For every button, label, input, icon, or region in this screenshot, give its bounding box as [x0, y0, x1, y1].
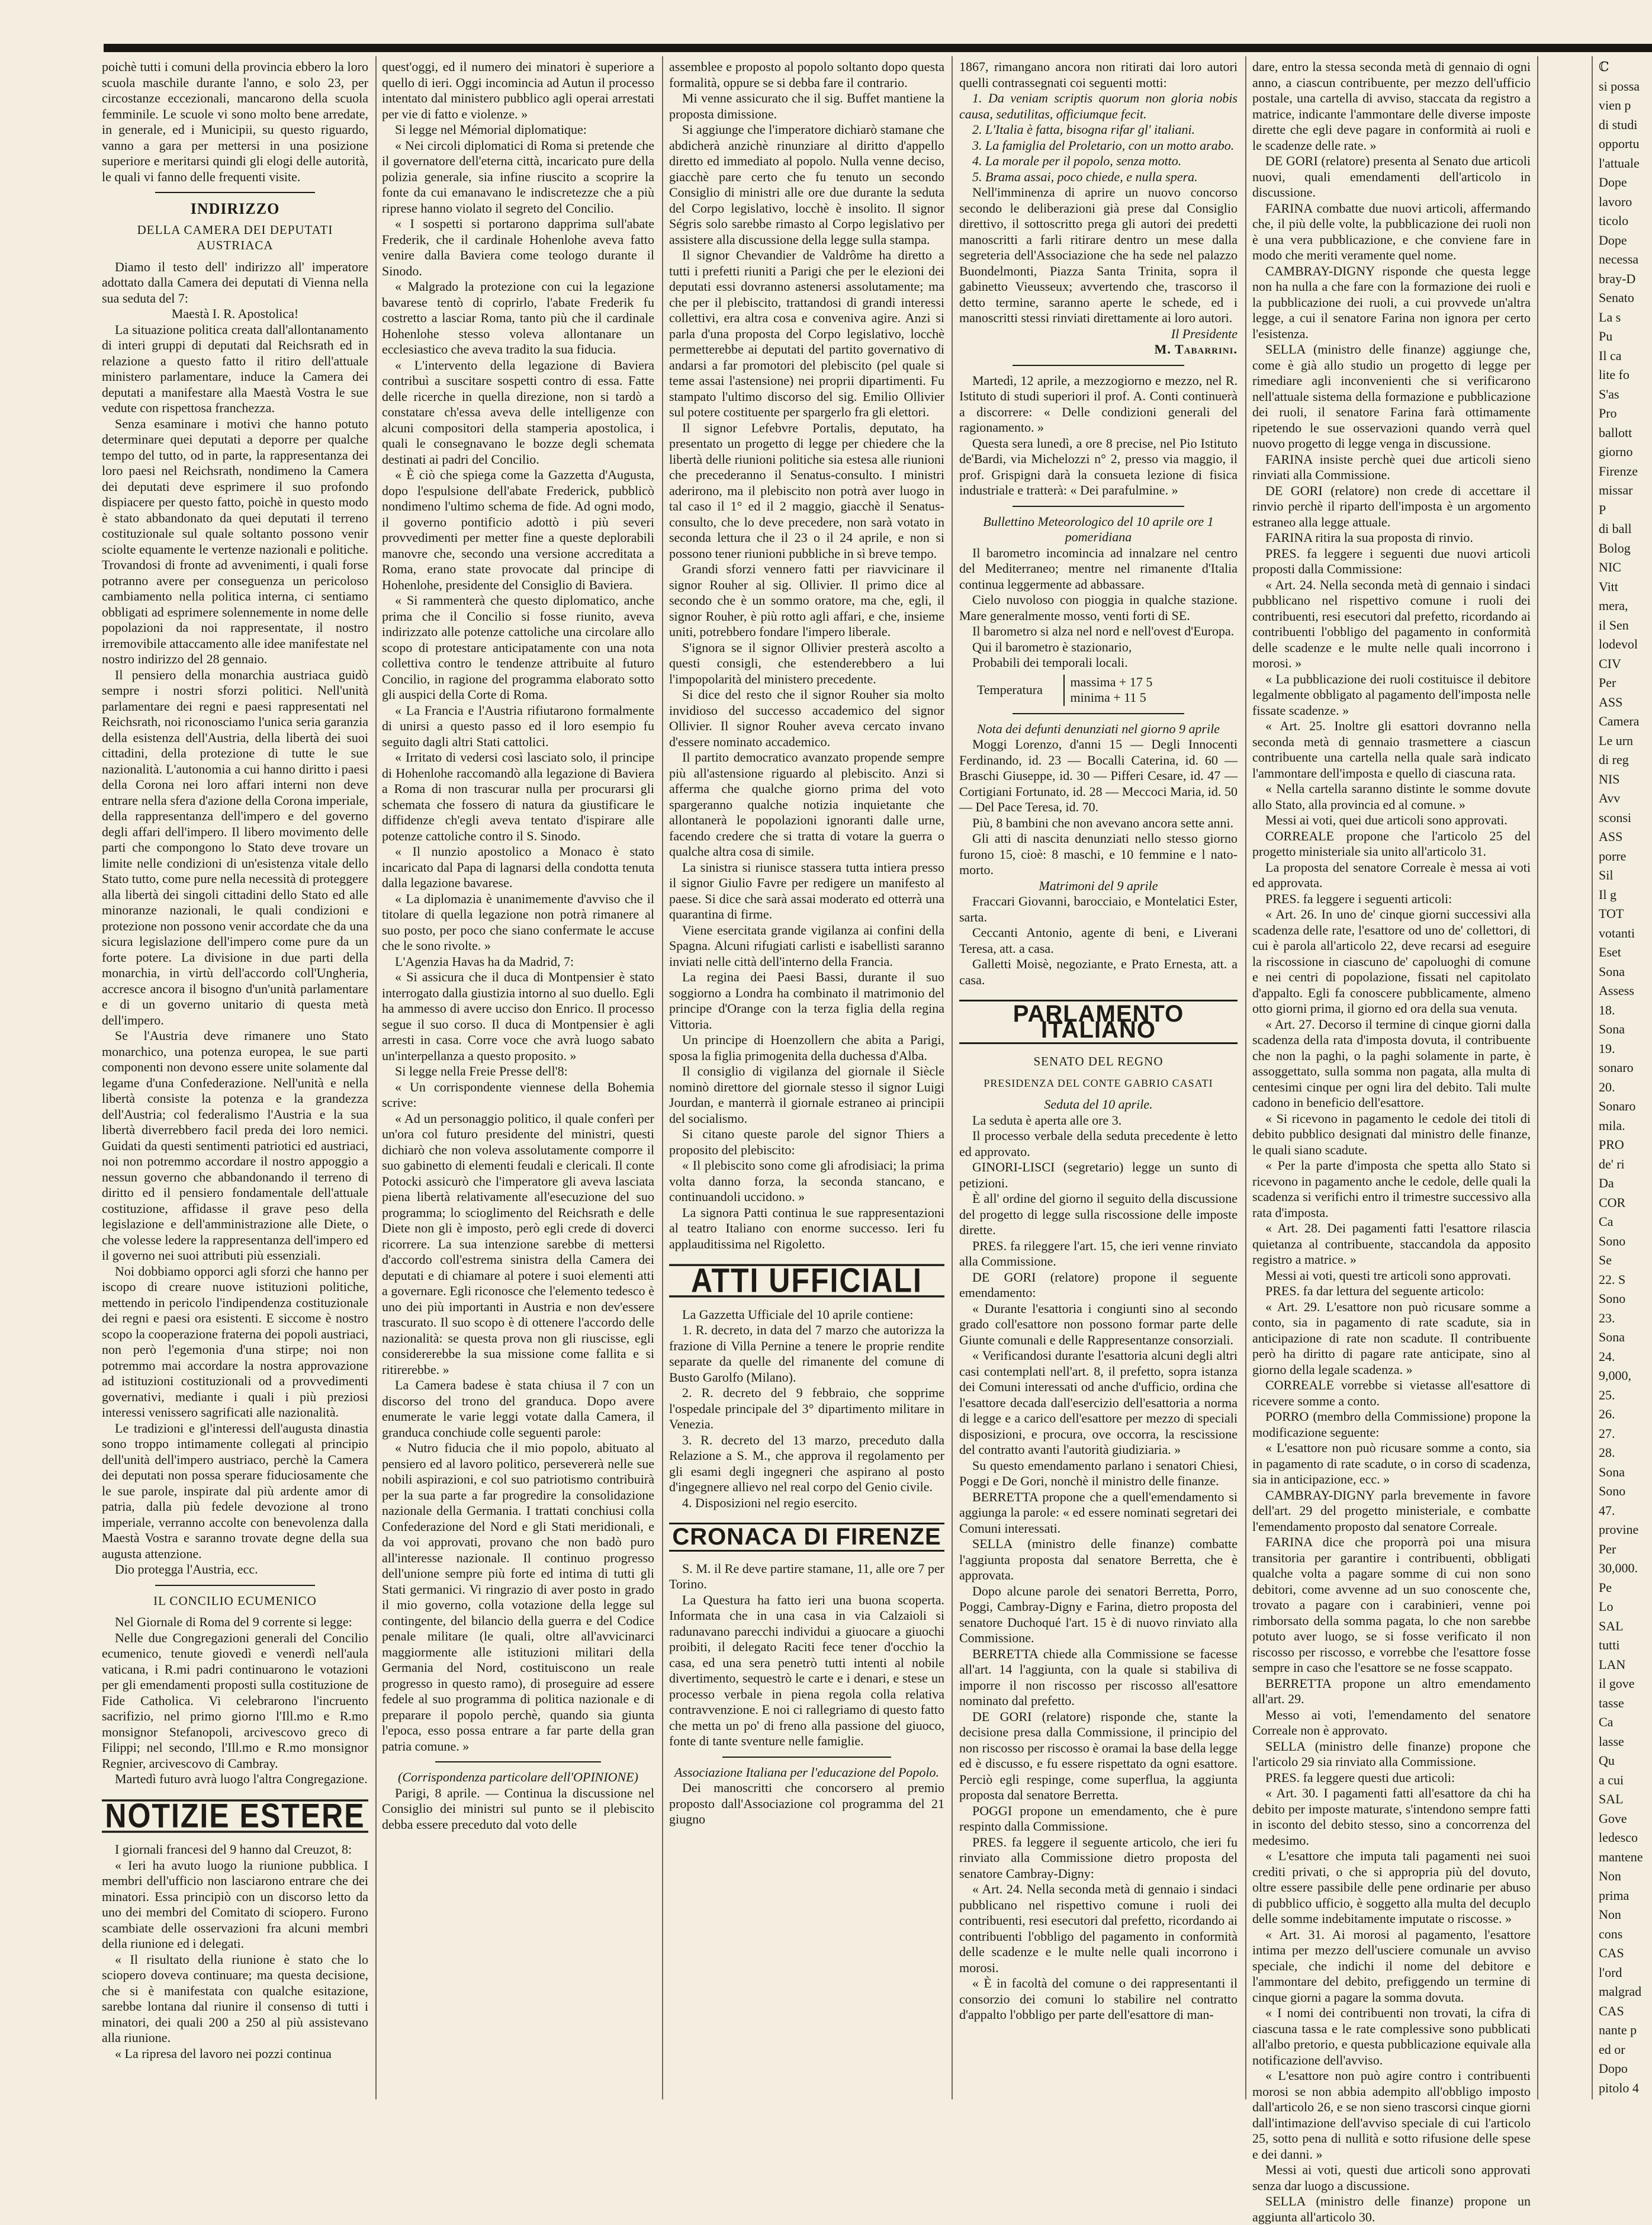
paragraph: FARINA dice che proporrà poi una misura transitoria per garantire i contribuenti, obbligati qualche volta a pagare somme di cui non sono debitori, come avvenne ad un suo conoscente che, trovato a pagare con i carabinieri, venne poi rimborsato della somma pagata, lo che non sarebbe potuto aver luogo, se si fosse verificato il non riscosso per riscosso, e vorrebbe che l'esattore fosse sempre in caso che l'esattore se ne fosse scappato.: [1252, 1534, 1531, 1675]
text-fragment: bray-D: [1599, 271, 1636, 286]
text-fragment: Sona: [1599, 964, 1625, 979]
section-heading: PARLAMENTO ITALIANO: [959, 1000, 1238, 1044]
text-fragment: Gove: [1599, 1810, 1627, 1826]
paragraph: Senza esaminare i motivi che hanno potuto determinare quei deputati a deporre per qualche tempo del tutto, od in parte, la rappresentanza dei loro paesi nel Reichsrath, nondimeno la Camera dei deputati deve esprimere il suo profondo dispiacere per questo fatto, poichè in questo modo è stato abbandonato da quei deputati il terreno costituzionale sul quale soltanto possono venir sciolte equamente le vertenze nazionali e politiche. Trovandosi di fronte ad avvenimenti, i quali forse potranno avere per conseguenza un pericoloso cambiamento nella politica interna, ci sentiamo obbligati ad esprimere solennemente in nome delle popolazioni da noi rappresentate, il nostro irremovibile attaccamento alle idee manifestate nel nostro indirizzo del 28 gennaio.: [102, 416, 368, 666]
paragraph: Ceccanti Antonio, agente di beni, e Liverani Teresa, att. a casa.: [959, 925, 1238, 956]
paragraph: « Durante l'esattoria i congiunti sino al secondo grado coll'esattore non possono formar parte delle Giunte comunali e delle Rappresentanze consorziali.: [959, 1301, 1238, 1347]
paragraph: « Art. 24. Nella seconda metà di gennaio i sindaci pubblicano nel rispettivo comune i ruoli dei contribuenti, resi esecutori dal prefetto, ricordando ai contribuenti l'obbligo del pagamento in conformità delle scadenze e le multe nelle quali incorrono i morosi. »: [1252, 577, 1531, 670]
paragraph: PRES. fa leggere i seguenti due nuovi articoli proposti dalla Commissione:: [1252, 545, 1531, 576]
text-fragment: NIC: [1599, 560, 1621, 574]
paragraph: Diamo il testo dell' indirizzo all' imperatore adottato dalla Camera dei deputati di Vienna nella sua seduta del 7:: [102, 259, 368, 306]
paragraph: La regina dei Paesi Bassi, durante il suo soggiorno a Londra ha combinato il matrimonio del principe d'Orange con la terza figlia della regina Vittoria.: [669, 969, 944, 1032]
paragraph: 1. R. decreto, in data del 7 marzo che autorizza la frazione di Villa Pernine a tenere le proprie rendite separate da quelle del rimanente del comune di Busto Garolfo (Milano).: [669, 1322, 944, 1385]
text-fragment: Non: [1599, 1868, 1621, 1883]
text-fragment: mila.: [1599, 1118, 1625, 1133]
text-fragment: l'attuale: [1599, 155, 1640, 171]
paragraph: Grandi sforzi vennero fatti per riavvicinare il signor Rouher al sig. Ollivier. Il primo dice al secondo che è un sommo oratore, ma che, egli, il signor Rouher, è più rotto agli affari, e che, insieme uniti, potrebbero fondare l'impero liberale.: [669, 561, 944, 639]
paragraph: Il processo verbale della seduta precedente è letto ed approvato.: [959, 1128, 1238, 1159]
paragraph: La seduta è aperta alle ore 3.: [972, 1112, 1122, 1128]
text-fragment: 28.: [1599, 1445, 1615, 1460]
motto-item: 4. La morale per il popolo, senza motto.: [972, 153, 1182, 168]
paragraph: « L'esattore non può ricusare somme a conto, sia in pagamento di rate scadute, o in corso di scadenza, sia in anticipazione, ecc. »: [1252, 1440, 1531, 1486]
divider: [155, 192, 315, 193]
section-heading: CRONACA DI FIRENZE: [669, 1523, 944, 1552]
text-fragment: SAL: [1599, 1618, 1624, 1633]
paragraph: Messi ai voti, quei due articoli sono approvati.: [1265, 813, 1508, 827]
text-fragment: Per: [1599, 675, 1616, 690]
paragraph: Il partito democratico avanzato propende sempre più all'astensione riguardo al plebiscito. Anzi si afferma che qualche giorno prima del voto spargeranno qualche notizia inquietante che allontanerà le popolazioni ignoranti dalle urne, facendo credere che si tratta di votare la guerra o qualche altra cosa di simile.: [669, 750, 944, 859]
paragraph: BERRETTA propone che a quell'emendamento si aggiunga la parole: « ed essere nominati segretari dei Comuni interessati.: [959, 1489, 1238, 1536]
text-fragment: Il g: [1599, 887, 1616, 902]
salutation: Maestà I. R. Apostolica!: [171, 306, 299, 321]
text-fragment: Eset: [1599, 945, 1621, 959]
text-fragment: sonaro: [1599, 1060, 1634, 1075]
paragraph: Dei manoscritti che concorsero al premio proposto dall'Associazione col programma del 21 giugno: [669, 1780, 944, 1826]
text-fragment: LAN: [1599, 1656, 1626, 1672]
paragraph: « Art. 24. Nella seconda metà di gennaio i sindaci pubblicano nel rispettivo comune i ruoli dei contribuenti, resi esecutori dal prefetto, ricordando ai contribuenti l'obbligo del pagamento in conformità delle scadenze e le multe nelle quali incorrono i morosi.: [959, 1882, 1238, 1975]
paragraph: « Si rammenterà che questo diplomatico, anche prima che il Concilio si fosse riunito, aveva indirizzato alle potenze cattoliche una circolare allo scopo di protestare anticipatamente con una nota collettiva contro le tendenze attribuite al futuro Concilio, in ragione del programma elaborato sotto gli auspici della Corte di Roma.: [382, 593, 654, 702]
text-fragment: pitolo 4: [1599, 2080, 1639, 2095]
paragraph: « Irritato di vedersi così lasciato solo, il principe di Hohenlohe raccomandò alla legazione di Baviera a Roma di non trascurar nulla per procurarsi gli schemata che fossero di natura da giustificare le diffidenze ch'egli aveva tentato d'ispirare alle potenze cattoliche contro il S. Sinodo.: [382, 750, 654, 843]
paragraph: DE GORI (relatore) propone il seguente emendamento:: [959, 1269, 1238, 1300]
paragraph: quest'oggi, ed il numero dei minatori è superiore a quello di ieri. Oggi incomincia ad Autun il processo intentato dal ministero pubblico agli operai arrestati per vie di fatto e violenze. »: [382, 59, 654, 121]
paragraph: BERRETTA chiede alla Commissione se facesse all'art. 14 l'aggiunta, con la quale si stabiliva di imporre il non riscosso per riscosso all'esattore nominato dal prefetto.: [959, 1646, 1238, 1708]
column-divider: [952, 56, 953, 2099]
text-fragment: Pu: [1599, 329, 1613, 343]
paragraph: « Per la parte d'imposta che spetta allo Stato si ricevono in pagamento anche le cedole, delle quali la scadenza si verifichi entro il trimestre successivo alla rata d'imposta.: [1252, 1158, 1531, 1220]
text-fragment: ticolo: [1599, 213, 1629, 228]
session-date: Seduta del 10 aprile.: [1044, 1097, 1153, 1112]
paragraph: PRES. fa leggere il seguente articolo, che ieri fu rinviato alla Commissione dietro proposta del senatore Cambray-Digny:: [959, 1834, 1238, 1881]
paragraph: « Un corrispondente viennese della Bohemia scrive:: [382, 1079, 654, 1110]
text-fragment: ledesco: [1599, 1830, 1638, 1845]
text-fragment: mantene: [1599, 1849, 1643, 1864]
text-fragment: opportu: [1599, 136, 1640, 151]
text-fragment: Ca: [1599, 1214, 1614, 1229]
text-fragment: vien p: [1599, 98, 1631, 113]
paragraph: « Art. 27. Decorso il termine di cinque giorni dalla scadenza della rata d'imposta dovuta, il contribuente che non la paghi, o la paghi solamente in parte, è assoggettato, sulla somma non pagata, alla multa di centesimi cinque per ogni lira del debito. Tali multe cadono in beneficio dell'esattore.: [1252, 1016, 1531, 1110]
section-title: INDIRIZZO: [190, 200, 280, 217]
subsection-heading: Nota dei defunti denunziati nel giorno 9 aprile: [976, 721, 1220, 736]
column-1: [102, 59, 368, 2096]
paragraph: BERRETTA propone un altro emendamento all'art. 29.: [1252, 1675, 1531, 1706]
column-divider: [1537, 56, 1538, 2099]
paragraph: S'ignora se il signor Ollivier presterà ascolto a questi consigli, che estenderebbero a lui l'impopolarità del ministero precedente.: [669, 640, 944, 686]
paragraph: POGGI propone un emendamento, che è pure respinto dalla Commissione.: [959, 1803, 1238, 1834]
text-fragment: Sono: [1599, 1291, 1626, 1306]
paragraph: Si legge nel Mémorial diplomatique:: [395, 122, 587, 137]
text-fragment: provine: [1599, 1522, 1639, 1537]
text-fragment: il Sen: [1599, 617, 1629, 632]
paragraph: PRES. fa leggere questi due articoli:: [1265, 1770, 1455, 1785]
paragraph: Gli atti di nascita denunziati nello stesso giorno furono 15, cioè: 8 maschi, e 10 femmine e l nato-morto.: [959, 831, 1238, 877]
paragraph: « I nomi dei contribuenti non trovati, la cifra di ciascuna tassa e le rate complessive sono pubblicati all'albo pretorio, e questa pubblicazione equivale alla notificazione dell'avviso.: [1252, 2005, 1531, 2067]
paragraph: « Si assicura che il duca di Montpensier è stato interrogato dalla giustizia intorno al suo duello. Egli ha ammesso di avere ucciso don Enrico. Il processo segue il suo corso. Il duca di Montpensier è agli arresti in casa. Corre voce che avrà luogo sabato un'interpellanza a questo proposito. »: [382, 969, 654, 1063]
text-fragment: ASS: [1599, 694, 1623, 709]
subsection-heading: Bullettino Meteorologico del 10 aprile ore 1 pomeridiana: [983, 513, 1214, 544]
paragraph: « Nella cartella saranno distinte le somme dovute allo Stato, alla provincia ed al comune. »: [1252, 781, 1531, 812]
text-fragment: cons: [1599, 1926, 1623, 1941]
temperature-label: Temperatura: [977, 682, 1043, 697]
paragraph: 1867, rimangano ancora non ritirati dai loro autori quelli contrassegnati coi seguenti motti:: [959, 59, 1238, 90]
text-fragment: ballott: [1599, 425, 1632, 440]
text-fragment: ASS: [1599, 829, 1623, 844]
text-fragment: Sona: [1599, 1022, 1625, 1036]
text-fragment: mera,: [1599, 598, 1628, 613]
paragraph: PRES. fa leggere i seguenti articoli:: [1265, 891, 1452, 906]
text-fragment: a cui: [1599, 1772, 1624, 1787]
text-fragment: tutti: [1599, 1638, 1620, 1652]
text-fragment: Sono: [1599, 1484, 1626, 1498]
signature-title: Il Presidente: [1171, 326, 1238, 341]
paragraph: Le tradizioni e gl'interessi dell'augusta dinastia sono troppo intimamente collegati al principio dell'unità dell'impero austriaco, perchè la Camera dei deputati non possa sperare fiduciosamente che le sue parole, inspirate dal più ardente amor di patria, dalla più fedele devozione al trono imperiale, verranno accolte con benevolenza dalla Maestà Vostra e saranno trovate degne della sua augusta attenzione.: [102, 1420, 368, 1561]
paragraph: I giornali francesi del 9 hanno dal Creuzot, 8:: [115, 1842, 352, 1857]
motto-item: 1. Da veniam scriptis quorum non gloria nobis causa, sedutilitas, officiumque fecit.: [959, 91, 1238, 121]
text-fragment: Pro: [1599, 406, 1617, 420]
section-subtitle: DELLA CAMERA DEI DEPUTATI AUSTRIACA: [137, 222, 333, 252]
divider: [1013, 713, 1184, 714]
text-fragment: 27.: [1599, 1425, 1615, 1441]
text-fragment: di studi: [1599, 117, 1638, 132]
column-divider: [662, 56, 663, 2099]
text-fragment: il gove: [1599, 1676, 1635, 1691]
text-fragment: Per: [1599, 1541, 1616, 1556]
paragraph: « Art. 30. I pagamenti fatti all'esattore da chi ha debito per imposte maturate, s'intendono sempre fatti in isconto del debito stesso, sino a concorrenza del medesimo.: [1252, 1786, 1531, 1848]
text-fragment: Firenze: [1599, 463, 1638, 479]
text-fragment: CIV: [1599, 656, 1621, 671]
text-fragment: 22. S: [1599, 1272, 1626, 1287]
paragraph: La sinistra si riunisce stassera tutta intiera presso il signor Giulio Favre per redigere un manifesto al paese. Si dice che sarà assai moderato ed otterrà una quarantina di firme.: [669, 859, 944, 922]
paragraph: Noi dobbiamo opporci agli sforzi che hanno per iscopo di creare nuove istituzioni politiche, mettendo in pericolo l'indipendenza costituzionale dei regni e paesi ora esistenti. E siccome è nostro scopo la cooperazione fraterna dei popoli austriaci, non però l'egemonia d'una stirpe; noi non potremmo mai accordare la nostra approvazione ad istituzioni costituzionali od a provvedimenti governativi, mediante i quali i più preziosi interessi venissero sagrificati alle nazionalità.: [102, 1263, 368, 1420]
text-fragment: Qu: [1599, 1753, 1615, 1768]
divider: [722, 1757, 891, 1758]
paragraph: Moggi Lorenzo, d'anni 15 — Degli Innocenti Ferdinando, id. 23 — Bocalli Caterina, id. 60 — Braschi Giuseppe, id. 30 — Pifferi Cesare, id. 47 — Cortigiani Fortunato, id. 28 — Meccoci Maria, id. 50 — Del Pace Teresa, id. 70.: [959, 737, 1238, 814]
paragraph: dare, entro la stessa seconda metà di gennaio di ogni anno, a ciascun contribuente, per mezzo dell'ufficio postale, una cartella di avviso, staccata da registro a matrice, indicante l'ammontare delle diverse imposte dirette che egli deve pagare in conformità ai ruoli e le scadenze delle rate. »: [1252, 59, 1531, 153]
paragraph: « Art. 31. Ai morosi al pagamento, l'esattore intima per mezzo dell'usciere comunale un avviso speciale, che indichi il nome del debitore e l'ammontare del debito, prefiggendo un termine di cinque giorni a pagare la somma dovuta.: [1252, 1927, 1531, 2005]
signature-name: M. Tabarrini.: [1154, 342, 1238, 357]
paragraph: Fraccari Giovanni, barocciaio, e Montelatici Ester, sarta.: [959, 894, 1238, 924]
motto-item: 5. Brama assai, poco chiede, e nulla spera.: [972, 169, 1198, 184]
paragraph: « Il plebiscito sono come gli afrodisiaci; la prima volta danno forza, la seconda stancano, e continuandoli uccidono. »: [669, 1158, 944, 1204]
text-fragment: Pe: [1599, 1579, 1612, 1595]
column-6-cropped: [1599, 59, 1652, 2096]
paragraph: L'Agenzia Havas ha da Madrid, 7:: [395, 953, 574, 969]
text-fragment: de' ri: [1599, 1156, 1625, 1171]
temperature-min: minima + 11 5: [1070, 690, 1146, 705]
text-fragment: CAS: [1599, 1945, 1624, 1960]
text-fragment: NIS: [1599, 771, 1620, 786]
paragraph: Martedì futuro avrà luogo l'altra Congregazione.: [115, 1771, 368, 1786]
paragraph: « Malgrado la protezione con cui la legazione bavarese tentò di coprirlo, l'abate Frederik fu costretto a lasciar Roma, tanto più che il cardinale Hohenlohe stesso voleva allontanare un ecclesiastico che aveva tradito la sua fiducia.: [382, 279, 654, 357]
text-fragment: necessa: [1599, 252, 1639, 267]
paragraph: Nelle due Congregazioni generali del Concilio ecumenico, tenute giovedì e venerdì nell'aula vaticana, i R.mi padri continuarono le votazioni per gli emendamenti proposti sulla costituzione de Fide Catholica. Vi celebrarono l'incruento sacrifizio, nel primo giorno l'Ill.mo e R.mo monsignor Stefanopoli, arcivescovo greco di Filippi; nel secondo, l'Ill.mo e R.mo monsignor Regnier, arcivescovo di Cambray.: [102, 1630, 368, 1771]
paragraph: Più, 8 bambini che non avevano ancora sette anni.: [972, 815, 1234, 830]
text-fragment: Ca: [1599, 1714, 1614, 1729]
text-fragment: missar: [1599, 483, 1633, 497]
text-fragment: l'ord: [1599, 1964, 1622, 1980]
text-fragment: Se: [1599, 1253, 1612, 1267]
text-fragment: 26.: [1599, 1407, 1615, 1421]
text-fragment: Camera: [1599, 714, 1640, 728]
paragraph: Viene esercitata grande vigilanza ai confini della Spagna. Alcuni rifugiati carlisti e isabellisti saranno inviati nelle città dell'interno della Francia.: [669, 922, 944, 969]
text-fragment: giorno: [1599, 444, 1633, 459]
paragraph: S. M. il Re deve partire stamane, 11, alle ore 7 per Torino.: [669, 1561, 944, 1591]
paragraph: « Verificandosi durante l'esattoria alcuni degli altri casi contemplati nell'art. 8, il prefetto, sopra istanza dei Comuni interessati od anche d'ufficio, ordina che l'esattore decada dall'esercizio dell'esattoria a norma di legge e a carico dell'esattore per mezzo di speciali disposizioni, e procura, ove occorra, la rescissione del contratto avanti l'autorità giudiziaria. »: [959, 1348, 1238, 1457]
text-fragment: lodevol: [1599, 637, 1638, 651]
paragraph: Il barometro incomincia ad innalzare nel centro del Mediterraneo; mentre nel rimanente d'Italia continua leggermente ad abbassare.: [959, 545, 1238, 592]
text-fragment: nante p: [1599, 2022, 1637, 2037]
paragraph: La proposta del senatore Correale è messa ai voti ed approvata.: [1252, 859, 1531, 890]
paragraph: poichè tutti i comuni della provincia ebbero la loro scuola maschile durante l'anno, e solo 23, per circostanze eccezionali, mancarono della scuola femminile. Le scuole vi sono molto bene arredate, in generale, ed i Municipii, su questo riguardo, vanno a gara per mettersi in una posizione superiore e meritarsi quindi gli elogi delle autorità, le quali vi fanno delle frequenti visite.: [102, 59, 368, 184]
paragraph: Il pensiero della monarchia austriaca guidò sempre i nostri sforzi politici. Nell'unità parlamentare dei regni e paesi rappresentati nel Reichsrath, noi riconosciamo l'unica seria garanzia della esistenza dell'Austria, della libertà dei suoi cittadini, della protezione di tutte le sue nazionalità. L'autonomia a cui hanno diritto i paesi della Corona nei loro affari interni non deve entrare nella sfera d'azione della Corona imperiale, della rappresentanza dell'impero e del governo degli affari dell'impero. Il libero movimento delle parti che compongono lo Stato deve trovare un limite nelle condizioni di un'esistenza vitale dello Stato tutto, come pure nella necessità di proteggere alla libertà dei singoli cittadini dello Stato ed alle minoranze nazionali, le quali condizioni e protezione non possono venir accordate che da una sicura legislazione dell'impero come pure da un forte potere. La divisione in due parti della monarchia, in virtù dell'accordo coll'Ungheria, accresce ancora il bisogno d'un'unità parlamentare e di un governo unitario di questa metà dell'impero.: [102, 667, 368, 1028]
text-fragment: 30,000.: [1599, 1561, 1638, 1575]
paragraph: « L'esattore non può agire contro i contribuenti morosi se non abbia adempito all'obbligo imposto dall'articolo 26, e se non sieno trascorsi cinque giorni dall'intimazione dell'avviso speciale di cui l'articolo 25, sotto pena di nullità e sotto rifusione delle spese e dei danni. »: [1252, 2068, 1531, 2162]
column-divider: [375, 56, 377, 2099]
divider: [435, 1761, 601, 1762]
subsection-heading: Matrimoni del 9 aprile: [1039, 878, 1158, 893]
text-fragment: Avv: [1599, 791, 1621, 805]
paragraph: « Art. 25. Inoltre gli esattori dovranno nella seconda metà di gennaio trasmettere a ciascun contribuente una cartella nella quale sarà indicato l'ammontare dell'imposta e quello di ciascuna rata.: [1252, 718, 1531, 781]
text-fragment: prima: [1599, 1887, 1629, 1903]
temperature-max: massima + 17 5: [1070, 674, 1153, 689]
paragraph: Su questo emendamento parlano i senatori Chiesi, Poggi e De Gori, nonchè il ministro delle finanze.: [959, 1457, 1238, 1488]
text-fragment: Dopo: [1599, 2061, 1628, 2076]
paragraph: Nel Giornale di Roma del 9 corrente si legge:: [115, 1614, 352, 1629]
column-5: [1252, 59, 1531, 2224]
temperature-values: [1063, 675, 1153, 706]
paragraph: « I sospetti si portarono dapprima sull'abate Frederik, che il cardinale Hohenlohe aveva fatto venire dalla Baviera come teologo durante il Sinodo.: [382, 216, 654, 278]
paragraph: DE GORI (relatore) risponde che, stante la decisione presa dalla Commissione, il principio del non riscosso per riscosso è oramai la base della legge ed è discusso, e fu essere rispettato da ogni esattore. Perciò egli respinge, come superflua, la aggiunta proposta dal senatore Berretta.: [959, 1709, 1238, 1802]
paragraph: Dopo alcune parole dei senatori Berretta, Porro, Poggi, Cambray-Digny e Farina, dietro proposta del senatore Duchoqué l'art. 15 è di nuovo rinviato alla Commissione.: [959, 1583, 1238, 1645]
text-fragment: 19.: [1599, 1041, 1615, 1056]
paragraph: La situazione politica creata dall'allontanamento di interi gruppi di deputati dal Reichsrath ed in relazione a questo fatto il ritiro dell'attuale ministero parlamentare, induce la Camera dei deputati a manifestare alla Maestà Vostra le sue vedute con rispettosa franchezza.: [102, 322, 368, 415]
text-fragment: 47.: [1599, 1502, 1615, 1518]
paragraph: 3. R. decreto del 13 marzo, preceduto dalla Relazione a S. M., che approva il regolamento per gli esami degli ingegneri che aspirano al posto d'ingegnere allievo nel real corpo del Genio civile.: [669, 1432, 944, 1494]
paragraph: Probabili dei temporali locali.: [972, 655, 1128, 670]
text-fragment: Lo: [1599, 1599, 1614, 1614]
paragraph: Messo ai voti, l'emendamento del senatore Correale non è approvato.: [1252, 1707, 1531, 1738]
section-title: IL CONCILIO ECUMENICO: [153, 1593, 317, 1608]
paragraph: PRES. fa dar lettura del seguente articolo:: [1265, 1283, 1484, 1298]
text-fragment: tasse: [1599, 1695, 1624, 1710]
text-fragment: Non: [1599, 1907, 1621, 1922]
paragraph: « Si ricevono in pagamento le cedole dei titoli di debito pubblico designati dal ministro delle finanze, le quali siano scadute.: [1252, 1110, 1531, 1157]
paragraph: FARINA ritira la sua proposta di rinvio.: [1265, 530, 1473, 545]
paragraph: Qui il barometro è stazionario,: [972, 639, 1132, 654]
text-fragment: ed or: [1599, 2041, 1625, 2057]
paragraph: SELLA (ministro delle finanze) propone che l'articolo 29 sia rinviato alla Commissione.: [1252, 1738, 1531, 1769]
paragraph: SELLA (ministro delle finanze) combatte l'aggiunta proposta dal senatore Berretta, che è approvata.: [959, 1536, 1238, 1582]
text-fragment: Le urn: [1599, 733, 1634, 748]
paragraph: « Ad un personaggio politico, il quale conferì per un'ora col futuro presidente del ministri, questi dichiarò che non voleva assolutamente comporre il suo gabinetto di elementi feudali e clericali. Il conte Potocki assicurò che l'imperatore gli aveva lasciata piena libertà relativamente all'esecuzione del suo programma; lo scioglimento del Reichsrath e delle Diete non gli è imposto, però egli crede di doverci ricorrere. La sua intenzione sarebbe di mettersi d'accordo coll'estrema sinistra della Camera dei deputati e di chiamare al potere i suoi elementi atti a governare. Egli riconosce che l'elemento tedesco è uno dei più importanti in Austria e non dev'essere trascurato. Il suo scopo è di ottenere l'accordo delle nazionalità: se questa prova non gli riuscisse, egli considererebbe la sua missione come fallita e si ritirerebbe. »: [382, 1110, 654, 1377]
divider: [1013, 365, 1184, 366]
motto-item: 2. L'Italia è fatta, bisogna rifar gl' italiani.: [972, 122, 1195, 137]
motto-item: 3. La famiglia del Proletario, con un motto arabo.: [972, 137, 1235, 153]
section-subtitle: SENATO DEL REGNO: [1033, 1054, 1164, 1068]
paragraph: Cielo nuvoloso con pioggia in qualche stazione. Mare generalmente mosso, venti forti di SE.: [959, 592, 1238, 623]
paragraph: Il signor Chevandier de Valdrôme ha diretto a tutti i prefetti riuniti a Parigi che per le elezioni dei deputati essi dovranno astenersi assolutamente; ma che per il plebiscito, trattandosi di grandi interessi collettivi, era altra cosa e conveniva agire. Anzi si parla d'una proposta del Corpo legislativo, locchè permetterebbe ai deputati del partito governativo di andarsi a far promotori del plebiscito (pel quale si teme assai l'astensione) nei proprii dipartimenti. Fu stampato l'ultimo discorso del sig. Emilio Ollivier sul potere costituente per spargerlo fra gli elettori.: [669, 248, 944, 419]
paragraph: « Art. 26. In uno de' cinque giorni successivi alla scadenza delle rate, l'esattore od uno de' collettori, di cui è parola all'articolo 22, deve recarsi ad eseguire la riscossione in ciascuno de' capoluoghi di comune e nei centri di popolazione, fissati nel capitolato d'appalto. Egli fa conoscere pubblicamente, almeno otto giorni prima, il giorno ed ora della sua venuta.: [1252, 907, 1531, 1016]
paragraph: FARINA insiste perchè quei due articoli sieno rinviati alla Commissione.: [1252, 451, 1531, 482]
paragraph: « La diplomazia è unanimemente d'avviso che il titolare di quella legazione non potrà rimanere al suo posto, per poco che siano confermate le accuse che le sono rivolte. »: [382, 891, 654, 953]
text-fragment: Da: [1599, 1176, 1614, 1190]
text-fragment: lavoro: [1599, 194, 1632, 209]
paragraph: CORREALE propone che l'articolo 25 del progetto ministeriale sia unito all'articolo 31.: [1252, 828, 1531, 859]
text-fragment: Assess: [1599, 983, 1634, 998]
text-fragment: 23.: [1599, 1310, 1615, 1325]
paragraph: Si aggiunge che l'imperatore dichiarò stamane che abdicherà anzichè rinunziare al diritto d'appello diretto ed immediato al popolo. Nulla venne deciso, giacchè pare certo che fu tenuto un secondo Consiglio di ministri alle ore due durante la seduta del Corpo legislativo, locchè è insolito. Il signor Ségris solo sarebbe rimasto al Corpo legislativo per assistere alla discussione della legge sulla stampa.: [669, 122, 944, 247]
paragraph: Messi ai voti, questi due articoli sono approvati senza dar luogo a discussione.: [1252, 2162, 1531, 2193]
paragraph: La Gazzetta Ufficiale del 10 aprile contiene:: [682, 1306, 914, 1322]
paragraph: PORRO (membro della Commissione) propone la modificazione seguente:: [1252, 1409, 1531, 1440]
paragraph: Galletti Moisè, negoziante, e Prato Ernesta, att. a casa.: [959, 956, 1238, 987]
text-fragment: 20.: [1599, 1079, 1615, 1094]
header-rule: [104, 44, 1652, 52]
paragraph: « Ieri ha avuto luogo la riunione pubblica. I membri dell'ufficio non lasciarono entrare che dei minatori. Essa principiò con un discorso letto da uno dei membri del Comitato di sciopero. Furono scambiate delle osservazioni fra alcuni membri della riunione ed i delegati.: [102, 1857, 368, 1951]
paragraph: PRES. fa rileggere l'art. 15, che ieri venne rinviato alla Commissione.: [959, 1238, 1238, 1269]
text-fragment: S'as: [1599, 386, 1619, 402]
section-heading: NOTIZIE ESTERE: [102, 1799, 368, 1832]
text-fragment: Sona: [1599, 1464, 1625, 1479]
paragraph: La signora Patti continua le sue rappresentazioni al teatro Italiano con enorme successo. Ieri fu applauditissima nel Rigoletto.: [669, 1205, 944, 1251]
paragraph: SELLA (ministro delle finanze) aggiunge che, come è già allo studio un progetto di legge per rimediare agli inconvenienti che si verificarono nell'attuale sistema della formazione e pubblicazione dei ruoli, il senatore Farina farà ottimamente ripetendo le sue osservazioni quando verrà quel nuovo progetto di legge venga in discussione.: [1252, 342, 1531, 451]
text-fragment: si possa: [1599, 78, 1640, 94]
text-fragment: 18.: [1599, 1002, 1615, 1017]
text-fragment: CAS: [1599, 2003, 1624, 2018]
column-3: [669, 59, 944, 2096]
text-fragment: La s: [1599, 309, 1621, 325]
paragraph: Un principe di Hoenzollern che abita a Parigi, sposa la figlia primogenita della duchessa d'Alba.: [669, 1032, 944, 1063]
paragraph: « La Francia e l'Austria rifiutarono formalmente di unirsi a questo passo ed il loro esempio fu seguito dagli altri Stati cattolici.: [382, 702, 654, 749]
paragraph: Si dice del resto che il signor Rouher sia molto invidioso del successo accademico del signor Ollivier. Il signor Rouher aveva cercato invano d'essere nominato accademico.: [669, 687, 944, 749]
divider: [155, 1585, 315, 1586]
paragraph: FARINA combatte due nuovi articoli, affermando che, il più delle volte, la pubblicazione dei ruoli non è una vera pubblicazione, e che conviene fare in modo che meriti veramente quel nome.: [1252, 200, 1531, 262]
paragraph: CAMBRAY-DIGNY parla brevemente in favore dell'art. 29 del progetto ministeriale, e combatte l'emendamento proposto dal senatore Correale.: [1252, 1487, 1531, 1534]
paragraph: « Nei circoli diplomatici di Roma si pretende che il governatore dell'eterna città, incaricato pure della polizia generale, sia infine riuscito a scoprire la fonte da cui emanavano le indiscretezze che a più riprese hanno violato il segreto del Concilio.: [382, 137, 654, 216]
paragraph: Il signor Lefebvre Portalis, deputato, ha presentato un progetto di legge per chiedere che la libertà delle riunioni politiche sia estesa alle riunioni che precederanno il Senatus-consulto. I ministri aderirono, ma il plebiscito non potrà aver luogo in tal caso il 1° ed il 2 maggio, giacchè il Senatus-consulto, che lo deve precedere, non sarà votato in seconda lettura che il 23 o il 24 aprile, e non si possono tener riunioni pubbliche in sì breve tempo.: [669, 420, 944, 561]
paragraph: assemblee e proposto al popolo soltanto dopo questa formalità, oppure se si debba fare il contrario.: [669, 59, 944, 90]
column-divider: [1245, 56, 1246, 2099]
text-fragment: lite fo: [1599, 367, 1629, 382]
text-fragment: di reg: [1599, 752, 1629, 767]
paragraph: Il consiglio di vigilanza del giornale il Siècle nominò direttore del giornale stesso il signor Luigi Jourdan, e manterrà il giornale estraneo ai principii del socialismo.: [669, 1064, 944, 1126]
text-fragment: lasse: [1599, 1733, 1624, 1749]
paragraph: 2. R. decreto del 9 febbraio, che sopprime l'ospedale principale del 3° dipartimento militare in Venezia.: [669, 1385, 944, 1431]
text-fragment: TOT: [1599, 906, 1624, 921]
text-fragment: Vitt: [1599, 579, 1618, 594]
column-4: [959, 59, 1238, 2096]
text-fragment: porre: [1599, 848, 1627, 863]
paragraph: Se l'Austria deve rimanere uno Stato monarchico, una potenza europea, le sue parti componenti non devono essere unite solamente dal legame d'una Confederazione. Nell'unità e nella libertà consiste la potenza e la grandezza dell'Austria; col federalismo l'Austria e la sua libertà diverrebbero facil preda dei loro nemici. Guidati da questi sentimenti patriotici ed austriaci, noi non potremmo accordare il nostro appoggio a nessun governo che abbandonando il terreno di diritto ed il pensiero fondamentale dell'attuale costituzione, affidasse il grave peso della legislazione e dell'amministrazione alle Diete, o che volesse ledere la rappresentanza dell'impero ed il governo nei suoi attributi più essenziali.: [102, 1028, 368, 1263]
paragraph: « L'esattore che imputa tali pagamenti nei suoi crediti privati, o che si appropria più del dovuto, oltre essere passibile delle pene ordinarie per abuso di pubblico ufficio, è soggetto alla multa del decuplo delle somme indebitamente imputate o riscosse. »: [1252, 1848, 1531, 1926]
text-fragment: Il ca: [1599, 348, 1622, 363]
text-fragment: Sona: [1599, 1330, 1625, 1344]
paragraph: DE GORI (relatore) presenta al Senato due articoli nuovi, quali emendamenti dell'articolo in discussione.: [1252, 153, 1531, 200]
paragraph: Si citano queste parole del signor Thiers a proposito del plebiscito:: [669, 1126, 944, 1157]
text-fragment: P: [1599, 502, 1606, 517]
paragraph: Parigi, 8 aprile. — Continua la discussione nel Consiglio dei ministri sul punto se il plebiscito debba essere preceduto dal voto delle: [382, 1785, 654, 1832]
text-fragment: di ball: [1599, 521, 1632, 536]
paragraph: « È ciò che spiega come la Gazzetta d'Augusta, dopo l'espulsione dell'abate Frederick, pubblicò nondimeno l'ultimo schema de fide. Ad ogni modo, il governo pontificio adottò i più severi provvedimenti per metter fine a queste deplorabili manovre che, secondo una versione accreditata a Roma, erano state provocate dal principe di Hohenlohe, presidente del Consiglio di Baviera.: [382, 467, 654, 592]
column-divider: [1592, 56, 1593, 2099]
text-fragment: ℂ: [1599, 59, 1609, 74]
paragraph: « Il risultato della riunione è stato che lo sciopero doveva continuare; ma questa decisione, che si è manifestata con qualche esitazione, sarebbe lontana dal riunire il consenso di tutti i minatori, dei quali 200 a 250 al più assistevano alla riunione.: [102, 1951, 368, 2045]
paragraph: Questa sera lunedì, a ore 8 precise, nel Pio Istituto de'Bardi, via Michelozzi n° 2, presso via maggio, il prof. Grispigni darà la consueta lezione di fisica industriale e tratterà: « Dei parafulmine. »: [959, 435, 1238, 497]
text-fragment: Bolog: [1599, 540, 1631, 556]
paragraph: È all' ordine del giorno il seguito della discussione del progetto di legge sulla riscossione delle imposte dirette.: [959, 1191, 1238, 1237]
subsection-heading: Associazione Italiana per l'educazione del Popolo.: [674, 1764, 940, 1780]
temperature-table: [977, 675, 1238, 706]
paragraph: Mi venne assicurato che il sig. Buffet mantiene la proposta dimissione.: [669, 91, 944, 121]
text-fragment: Dope: [1599, 175, 1627, 190]
paragraph: « L'intervento della legazione di Baviera contribuì a suscitare sospetti contro di essa. Fatte delle ricerche in quella direzione, non si tardò a constatare ch'essa aveva delle intelligenze con alcuni compositori della stamperia apostolica, i quali le consegnavano le bozze degli schemata destinati ai padri del Concilio.: [382, 357, 654, 467]
text-fragment: Sono: [1599, 1233, 1626, 1248]
paragraph: Nell'imminenza di aprire un nuovo concorso secondo le deliberazioni già prese dal Consiglio direttivo, il sottoscritto prega gli autori dei predetti manoscritti a farli ritirare dentro un mese dalla segreteria dell'Associazione che ha sede nel palazzo Buondelmonti, Piazza Santa Trinita, sopra il gabinetto Vieusseux; avvertendo che, trascorso il detto termine, saranno aperte le schede, ed i manoscritti stessi rinviati direttamente ai loro autori.: [959, 185, 1238, 325]
paragraph: La Questura ha fatto ieri una buona scoperta. Informata che in una casa in via Calzaioli si radunavano parecchi individui a giuocare a giuochi proibiti, il delegato Raciti fece tener d'occhio la casa, ed una sera penetrò tutti intenti al nobile divertimento, sequestrò le carte e i denari, e stese un processo verbale in piena regola colla relativa contravvenzione. E noi ci rallegriamo di questo fatto che metta un po' di freno alla passione del giuoco, fonte di tante sventure nelle famiglie.: [669, 1592, 944, 1748]
paragraph: Dio protegga l'Austria, ecc.: [115, 1562, 258, 1577]
paragraph: GINORI-LISCI (segretario) legge un sunto di petizioni.: [959, 1160, 1238, 1190]
text-fragment: 25.: [1599, 1387, 1615, 1402]
text-fragment: Senato: [1599, 290, 1634, 305]
text-fragment: 9,000,: [1599, 1368, 1631, 1383]
paragraph: « È in facoltà del comune o dei rappresentanti il consorzio dei comuni lo stabilire nel contratto d'appalto l'obbligo per parte dell'esattore di man-: [959, 1976, 1238, 2022]
paragraph: Il barometro si alza nel nord e nell'ovest d'Europa.: [972, 624, 1235, 638]
paragraph: La Camera badese è stata chiusa il 7 con un discorso del trono del granduca. Dopo avere enumerate le varie leggi votate dalla Camera, il granduca conchiude colle seguenti parole:: [382, 1378, 654, 1440]
column-2: [382, 59, 654, 2096]
text-fragment: sconsi: [1599, 810, 1631, 825]
paragraph: Messi ai voti, questi tre articoli sono approvati.: [1265, 1267, 1511, 1283]
text-fragment: Sonaro: [1599, 1099, 1636, 1113]
paragraph: « La ripresa del lavoro nei pozzi continua: [115, 2046, 332, 2061]
text-fragment: SAL: [1599, 1791, 1624, 1806]
correspondence-heading: (Corrispondenza particolare dell'OPINIONE): [398, 1770, 638, 1784]
paragraph: « Art. 28. Dei pagamenti fatti l'esattore rilascia quietanza al contribuente, staccandola da apposito registro a matrice. »: [1252, 1221, 1531, 1267]
divider: [1013, 506, 1184, 507]
text-fragment: PRO: [1599, 1137, 1624, 1152]
paragraph: « Nutro fiducia che il mio popolo, abituato al pensiero ed al lavoro politico, persevererà nelle sue nobili aspirazioni, e col suo patriotismo contribuirà per la sua parte a far progredire la consolidazione nazionale della Germania. I trattati conchiusi colla Confederazione del Nord e gli Stati meridionali, e da voi approvati, provano che non badò puro all'interesse nazionale. Il continuo progresso dell'unione sempre più forte ed intima di tutti gli Stati germanici. Vi ringrazio di aver posto in grado il mio governo, colla votazione della legge sul contingente, del bilancio della guerra e del Codice penale militare (le quali, oltre all'avvicinarci maggiormente alle istituzioni militari della Germania del Nord, costituiscono un reale progresso in questo ramo), di proseguire ad essere fedele al suo programma di politica nazionale e di preparare il popolo perchè, quando sia giunta l'epoca, esso possa entrare a far parte della gran patria comune. »: [382, 1440, 654, 1754]
presidency-line: PRESIDENZA DEL CONTE GABRIO CASATI: [984, 1077, 1213, 1089]
paragraph: DE GORI (relatore) non crede di accettare il rinvio perchè il riparto dell'imposta è un argomento estraneo alla legge attuale.: [1252, 483, 1531, 529]
paragraph: Martedì, 12 aprile, a mezzogiorno e mezzo, nel R. Istituto di studi superiori il prof. A. Conti continuerà a discorrere: « Delle condizioni generali del ragionamento. »: [959, 373, 1238, 435]
text-fragment: COR: [1599, 1195, 1626, 1210]
paragraph: « Il nunzio apostolico a Monaco è stato incaricato dal Papa di lagnarsi della condotta tenuta dalla legazione bavarese.: [382, 844, 654, 890]
paragraph: « La pubblicazione dei ruoli costituisce il debitore legalmente obbligato al pagamento dell'imposta nelle fissate scadenze. »: [1252, 671, 1531, 718]
paragraph: CAMBRAY-DIGNY risponde che questa legge non ha nulla a che fare con la formazione dei ruoli e la pubblicazione dei ruoli, a cui provvede un'altra legge, a cui il senatore Farina non ignora per certo l'esistenza.: [1252, 263, 1531, 341]
text-fragment: Dope: [1599, 232, 1627, 248]
paragraph: SELLA (ministro delle finanze) propone un aggiunta all'articolo 30.: [1252, 2194, 1531, 2224]
section-heading: ATTI UFFICIALI: [669, 1264, 944, 1297]
paragraph: 4. Disposizioni nel regio esercito.: [682, 1495, 857, 1510]
text-fragment: Sil: [1599, 868, 1614, 882]
paragraph: « Art. 29. L'esattore non può ricusare somme a conto, sia in pagamento di rate scadute, sia in anticipazione di rate non scadute. Il contribuente però ha diritto di pagare rate anticipate, sino al giorno della legale scadenza. »: [1252, 1299, 1531, 1377]
text-fragment: 24.: [1599, 1349, 1615, 1364]
text-fragment: malgrad: [1599, 1984, 1642, 1999]
paragraph: Si legge nella Freie Presse dell'8:: [395, 1064, 568, 1078]
paragraph: CORREALE vorrebbe si vietasse all'esattore di ricevere somme a conto.: [1252, 1378, 1531, 1408]
text-fragment: votanti: [1599, 925, 1635, 940]
